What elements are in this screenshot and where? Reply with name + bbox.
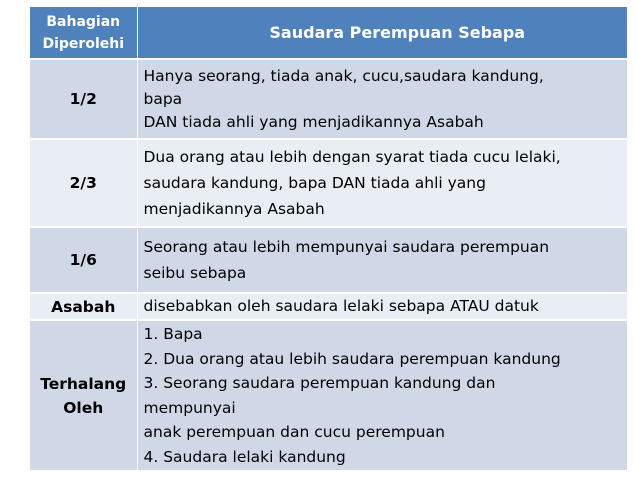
content-line: 4. Saudara lelaki kandung [143,447,346,466]
row-label-line1: Terhalang [40,374,127,393]
table-row [30,227,627,293]
content-line: bapa [143,89,183,108]
content-line: 1. Bapa [143,325,203,343]
row-label: Asabah [30,293,137,320]
content-line: Seorang atau lebih mempunyai saudara perempuan [143,238,550,256]
row-content [137,320,627,470]
content-line: Hanya seorang, tiada anak, cucu,saudara kandung, [143,66,544,85]
inheritance-table [30,7,627,470]
header-portion-line2: Diperolehi [42,35,125,52]
header-title-cell: Saudara Perempuan Sebapa [137,7,627,59]
content-line: disebabkan oleh saudara lelaki sebapa ATAU datuk [143,297,539,315]
table-row [30,59,627,139]
row-content [137,227,627,293]
row-content [137,293,627,320]
header-portion-cell [30,7,137,59]
table-row [30,320,627,470]
content-line: saudara kandung, bapa DAN tiada ahli yang [143,174,486,192]
content-line: 3. Seorang saudara perempuan kandung dan [143,374,496,392]
content-line: Dua orang atau lebih dengan syarat tiada cucu lelaki, [143,148,561,166]
row-label [30,320,137,470]
content-line: anak perempuan dan cucu perempuan [143,423,445,441]
row-label: 1/2 [30,59,137,139]
row-label-line2: Oleh [63,398,104,417]
row-label: 2/3 [30,139,137,227]
row-label: 1/6 [30,227,137,293]
content-line: DAN tiada ahli yang menjadikannya Asabah [143,112,484,131]
table-row [30,139,627,227]
row-content [137,139,627,227]
header-portion-line1: Bahagian [46,13,121,30]
row-content [137,59,627,139]
table-header-row [30,7,627,59]
content-line: 2. Dua orang atau lebih saudara perempuan kandung [143,349,561,368]
content-line: seibu sebapa [143,264,247,282]
content-line: menjadikannya Asabah [143,200,325,218]
content-line: mempunyai [143,398,236,417]
table-row [30,293,627,320]
